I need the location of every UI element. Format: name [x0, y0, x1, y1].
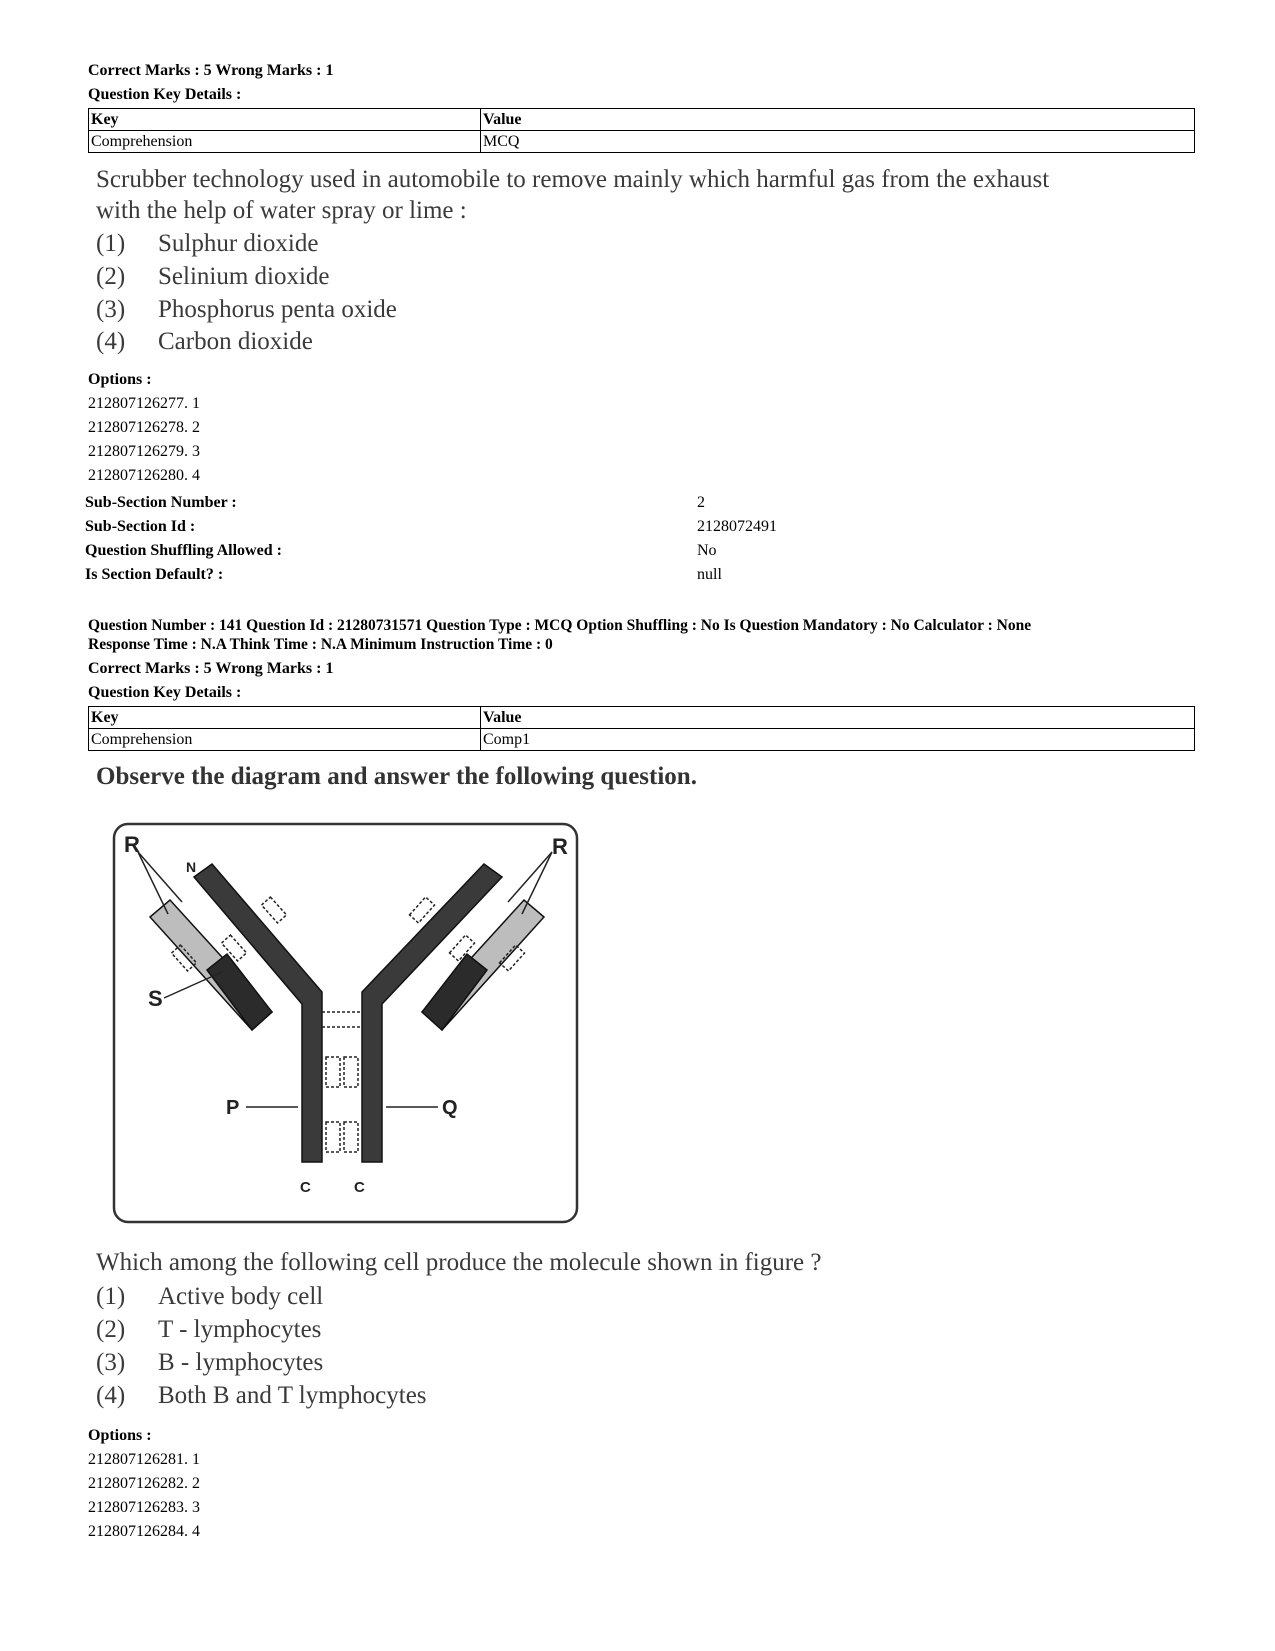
subsection-id-value: 2128072491 [697, 518, 777, 535]
table-header-row [89, 109, 1195, 131]
q1-choice-2 [96, 262, 330, 292]
q1-options-label: Options : [88, 371, 152, 388]
label-s: S [148, 986, 163, 1011]
choice-number: (4) [96, 1382, 126, 1409]
q1-option-4: 212807126280. 4 [88, 467, 200, 484]
q1-option-1: 212807126277. 1 [88, 395, 200, 412]
q2-choice-4 [96, 1381, 427, 1411]
q1-choice-1 [96, 229, 318, 259]
q2-options-label: Options : [88, 1427, 152, 1444]
table-row [89, 131, 1195, 153]
q1-stem-line1: Scrubber technology used in automobile to remove mainly which harmful gas from the exhaust [96, 166, 1050, 193]
subsection-number-label: Sub-Section Number : [85, 494, 237, 511]
choice-number: (1) [96, 1283, 126, 1310]
question-shuffling-label: Question Shuffling Allowed : [85, 542, 282, 559]
subsection-number-value: 2 [697, 494, 705, 511]
label-r-left: R [124, 832, 140, 857]
q1-choice-3 [96, 295, 397, 325]
q2-stem: Which among the following cell produce the molecule shown in figure ? [96, 1249, 822, 1276]
key-header: Key [89, 109, 481, 131]
label-c-left: C [300, 1179, 311, 1196]
table-header-row [89, 707, 1195, 729]
q2-key-table [88, 706, 1195, 751]
key-cell: Comprehension [89, 131, 481, 153]
label-r-right: R [552, 834, 568, 859]
key-header: Key [89, 707, 481, 729]
q2-key-details-label: Question Key Details : [88, 684, 242, 701]
value-header: Value [481, 109, 1195, 131]
choice-number: (2) [96, 263, 126, 290]
q2-option-2: 212807126282. 2 [88, 1475, 200, 1492]
q2-choice-1 [96, 1282, 323, 1312]
antibody-diagram [112, 822, 579, 1224]
diagram-frame [114, 824, 577, 1222]
label-c-right: C [354, 1179, 365, 1196]
choice-text: Active body cell [158, 1283, 324, 1310]
choice-number: (3) [96, 296, 126, 323]
question-shuffling-value: No [697, 542, 717, 559]
value-header: Value [481, 707, 1195, 729]
label-n: N [186, 859, 197, 875]
label-q: Q [442, 1097, 458, 1119]
q2-option-1: 212807126281. 1 [88, 1451, 200, 1468]
q2-header-line1: Question Number : 141 Question Id : 21280731571 Question Type : MCQ Option Shuffling : No Is Question Mandatory : No Calculator : None [88, 617, 1032, 634]
q2-intro: Observe the diagram and answer the following question. [96, 763, 697, 790]
choice-number: (4) [96, 328, 126, 355]
subsection-id-label: Sub-Section Id : [85, 518, 196, 535]
value-cell: Comp1 [481, 729, 1195, 751]
section-default-value: null [697, 566, 722, 583]
choice-text: Carbon dioxide [158, 328, 313, 355]
value-cell: MCQ [481, 131, 1195, 153]
choice-text: Sulphur dioxide [158, 230, 319, 257]
q2-choice-3 [96, 1348, 323, 1378]
q2-marks: Correct Marks : 5 Wrong Marks : 1 [88, 660, 334, 677]
q2-header-line2: Response Time : N.A Think Time : N.A Minimum Instruction Time : 0 [88, 636, 553, 653]
q1-option-3: 212807126279. 3 [88, 443, 200, 460]
q1-key-details-label: Question Key Details : [88, 86, 242, 103]
section-default-label: Is Section Default? : [85, 566, 224, 583]
q1-key-table [88, 108, 1195, 153]
choice-number: (1) [96, 230, 126, 257]
choice-number: (2) [96, 1316, 126, 1343]
choice-text: B - lymphocytes [158, 1349, 324, 1376]
choice-text: Both B and T lymphocytes [158, 1382, 427, 1409]
q2-choice-2 [96, 1315, 321, 1345]
q2-option-4: 212807126284. 4 [88, 1523, 200, 1540]
q1-choice-4 [96, 327, 313, 357]
choice-text: Phosphorus penta oxide [158, 296, 397, 323]
choice-text: Selinium dioxide [158, 263, 330, 290]
label-p: P [226, 1097, 240, 1119]
key-cell: Comprehension [89, 729, 481, 751]
q1-stem-line2: with the help of water spray or lime : [96, 197, 467, 224]
choice-number: (3) [96, 1349, 126, 1376]
choice-text: T - lymphocytes [158, 1316, 322, 1343]
q1-option-2: 212807126278. 2 [88, 419, 200, 436]
q1-marks: Correct Marks : 5 Wrong Marks : 1 [88, 62, 334, 79]
q2-option-3: 212807126283. 3 [88, 1499, 200, 1516]
table-row [89, 729, 1195, 751]
